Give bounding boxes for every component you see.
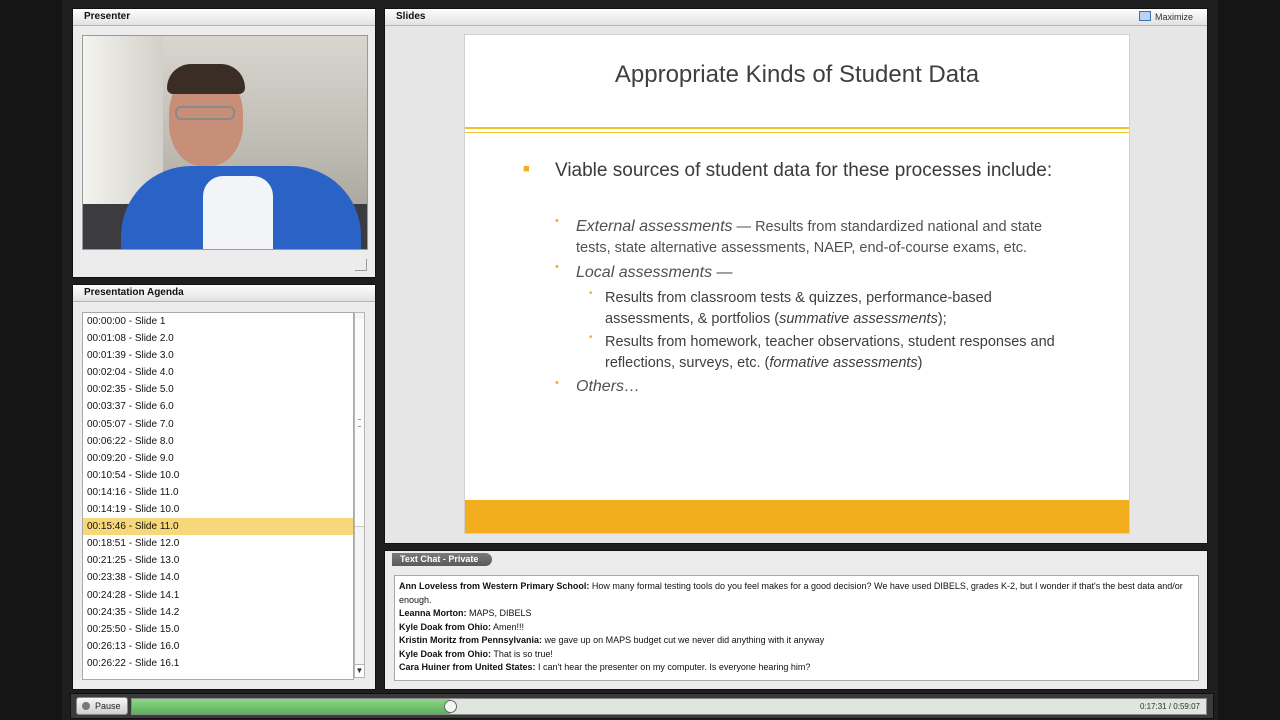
chat-panel-body xyxy=(385,551,1207,689)
agenda-item[interactable]: 00:25:50 - Slide 15.0 xyxy=(87,623,180,635)
chat-message xyxy=(395,607,1198,621)
playback-time: 0:17:31 / 0:59:07 xyxy=(1139,702,1200,711)
chat-log[interactable] xyxy=(394,575,1199,681)
agenda-item[interactable]: 00:02:35 - Slide 5.0 xyxy=(87,384,174,396)
slides-panel-title xyxy=(385,9,1207,26)
agenda-item[interactable]: 00:10:54 - Slide 10.0 xyxy=(87,469,180,481)
scrollbar-thumb[interactable] xyxy=(355,319,364,527)
chat-text: I can't hear the presenter on my computer. Is everyone hearing him? xyxy=(535,662,811,672)
chat-message xyxy=(395,621,1198,635)
sub-sub-bullet-summative xyxy=(605,288,1075,329)
sub-bullet-others: Others… xyxy=(576,378,641,395)
slides-title: Slides xyxy=(396,11,426,22)
bullet-main: Viable sources of student data for these processes include: xyxy=(555,160,1053,181)
title-divider xyxy=(465,127,1129,129)
sub-bullet-local xyxy=(576,263,1076,284)
chat-sender: Kristin Moritz from Pennsylvania: xyxy=(399,635,543,645)
agenda-item[interactable]: 00:03:37 - Slide 6.0 xyxy=(87,401,174,413)
agenda-item[interactable]: 00:06:22 - Slide 8.0 xyxy=(87,435,174,447)
progress-fill xyxy=(132,699,450,714)
maximize-label: Maximize xyxy=(1154,12,1193,22)
agenda-item[interactable]: 00:23:38 - Slide 14.0 xyxy=(87,572,180,584)
slide-footer-band xyxy=(465,500,1129,533)
maximize-icon xyxy=(1139,11,1151,21)
agenda-item[interactable]: 00:01:39 - Slide 3.0 xyxy=(87,350,174,362)
pause-label: Pause xyxy=(95,701,121,711)
square-bullet-icon: ■ xyxy=(523,163,530,175)
progress-handle[interactable] xyxy=(444,700,457,713)
agenda-panel-title: Presentation Agenda xyxy=(73,285,375,302)
summative-italic: summative assessments xyxy=(779,310,938,327)
presenter-panel-title: Presenter xyxy=(73,9,375,26)
chat-sender: Kyle Doak from Ohio: xyxy=(399,621,492,632)
dot-bullet-icon: • xyxy=(589,332,593,343)
chat-message xyxy=(395,648,1198,662)
agenda-item[interactable]: 00:26:22 - Slide 16.1 xyxy=(87,657,180,669)
dot-bullet-icon: • xyxy=(555,377,559,389)
agenda-item[interactable]: 00:14:16 - Slide 11.0 xyxy=(87,486,179,498)
local-label: Local assessments xyxy=(576,264,713,281)
pause-button[interactable] xyxy=(76,697,128,715)
tab-text-chat-private[interactable]: Text Chat - Private xyxy=(392,553,492,566)
chat-text: we gave up on MAPS budget cut we never did anything with it anyway xyxy=(542,635,825,645)
progress-track[interactable] xyxy=(131,698,1207,715)
resize-grip-icon[interactable] xyxy=(355,259,367,271)
sub-sub-bullet-formative xyxy=(605,332,1075,373)
agenda-item[interactable]: 00:24:35 - Slide 14.2 xyxy=(87,606,180,618)
slides-panel-body xyxy=(385,26,1207,543)
agenda-list[interactable] xyxy=(82,312,354,680)
chat-sender: Leanna Morton: xyxy=(399,608,467,618)
external-label: External assessments xyxy=(576,218,733,235)
agenda-item[interactable]: 00:00:00 - Slide 1 xyxy=(87,316,166,327)
agenda-item[interactable]: 00:09:20 - Slide 9.0 xyxy=(87,452,174,464)
formative-text: Results from homework, teacher observations, student responses and reflections, surveys, etc. ( xyxy=(605,334,1055,371)
title-divider-thin xyxy=(465,132,1129,133)
external-text: — Results from standardized national and state tests, state alternative assessments, NAEP, end-of-course exams, etc. xyxy=(576,219,1043,256)
pause-icon xyxy=(82,702,90,710)
presenter-panel xyxy=(72,8,376,278)
agenda-item[interactable]: 00:18:51 - Slide 12.0 xyxy=(87,538,180,550)
chat-text: Amen!!! xyxy=(491,621,525,632)
chat-message xyxy=(395,580,1198,607)
dot-bullet-icon: • xyxy=(555,261,559,273)
chat-sender: Kyle Doak from Ohio: xyxy=(399,648,492,659)
agenda-item[interactable]: 00:26:13 - Slide 16.0 xyxy=(87,640,180,652)
dot-bullet-icon: • xyxy=(589,288,593,299)
agenda-item[interactable]: 00:24:28 - Slide 14.1 xyxy=(87,589,180,601)
chat-message xyxy=(395,634,1198,648)
formative-italic: formative assessments xyxy=(769,354,918,371)
agenda-panel xyxy=(72,284,376,690)
agenda-item[interactable]: 00:05:07 - Slide 7.0 xyxy=(87,418,174,430)
chat-sender: Cara Huiner from United States: xyxy=(399,662,536,672)
summative-end: ); xyxy=(937,310,947,327)
agenda-item[interactable]: 00:21:25 - Slide 13.0 xyxy=(87,555,180,567)
local-dash: — xyxy=(712,264,733,281)
agenda-item[interactable]: 00:01:08 - Slide 2.0 xyxy=(87,333,174,345)
chat-text: How many formal testing tools do you feel makes for a good decision? We have used DIBELS, grades K-2, but I wonder if that's the best data and/or enough. xyxy=(399,581,1183,605)
chat-sender: Ann Loveless from Western Primary School: xyxy=(399,581,590,591)
right-bezel xyxy=(1218,0,1280,720)
chat-message xyxy=(395,661,1198,675)
dot-bullet-icon: • xyxy=(555,215,559,227)
agenda-item[interactable]: 00:14:19 - Slide 10.0 xyxy=(87,504,180,516)
playback-bar xyxy=(70,693,1214,719)
chat-panel xyxy=(384,550,1208,690)
left-bezel xyxy=(0,0,62,720)
slide-canvas xyxy=(464,34,1130,534)
scrollbar-grip-icon xyxy=(358,419,361,427)
agenda-scrollbar[interactable] xyxy=(354,312,365,678)
presenter-video xyxy=(82,35,368,250)
maximize-button[interactable] xyxy=(1139,9,1193,25)
presenter-panel-body xyxy=(73,26,375,277)
chat-text: That is so true! xyxy=(491,648,553,659)
sub-bullet-external xyxy=(576,217,1076,258)
chat-text: MAPS, DIBELS xyxy=(466,608,532,618)
slides-panel xyxy=(384,8,1208,544)
agenda-panel-body xyxy=(73,302,375,689)
summative-text: Results from classroom tests & quizzes, performance-based assessments, & portfolios ( xyxy=(605,290,992,327)
formative-end: ) xyxy=(917,354,923,371)
chevron-down-icon[interactable]: ▼ xyxy=(355,666,364,675)
agenda-item[interactable]: 00:02:04 - Slide 4.0 xyxy=(87,367,174,379)
agenda-item[interactable]: 00:15:46 - Slide 11.0 xyxy=(83,518,353,535)
slide-title: Appropriate Kinds of Student Data xyxy=(614,61,980,88)
